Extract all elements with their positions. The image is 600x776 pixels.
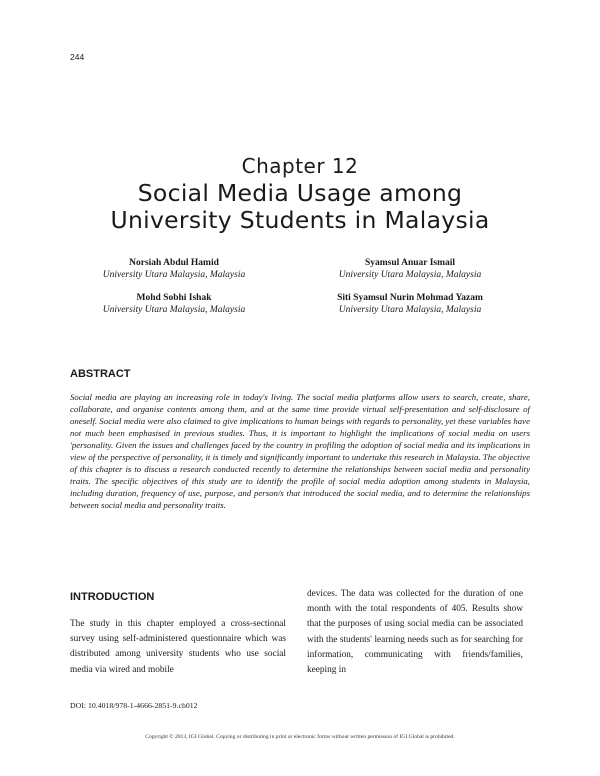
author-name: Mohd Sobhi Ishak: [136, 293, 212, 303]
introduction-left-column: The study in this chapter employed a cross-sectional survey using self-administered questionnaire which was distributed among university students who use social media via wired and mobile: [70, 619, 286, 675]
author-block-2: [300, 257, 520, 281]
introduction-right-column: devices. The data was collected for the duration of one month with the total respondents of 405. Results show that the purposes of using social media can be associated with the students' learning needs such as for searching for information, communicating with friends/families, keeping in: [307, 589, 523, 676]
copyright-notice: Copyright © 2013, IGI Global. Copying or distributing in print or electronic forms without written permission of IGI Global is prohibited.: [145, 734, 455, 740]
author-name: Norsiah Abdul Hamid: [129, 258, 219, 268]
author-affiliation: University Utara Malaysia, Malaysia: [338, 305, 482, 315]
page-number: 244: [70, 52, 85, 62]
doi: DOI: 10.4018/978-1-4666-2851-9.ch012: [70, 701, 198, 710]
abstract-text: Social media are playing an increasing role in today's living. The social media platforms allow users to search, create, share, collaborate, and organise contents among them, and at the same time provide virtual self-presentation and self-disclosure of oneself. Social media were also claimed to give implications to human beings with regards to personality, yet these variables have not much been emphasised in previous studies. Thus, it is important to highlight the implications of social media on users 'personality. Given the issues and challenges faced by the country in profiling the adoption of social media and its implications in view of the perspective of personality, it is timely and significantly important to undertake this research in Malaysia. The objective of this chapter is to discuss a research conducted recently to determine the relationships between social media and personality traits. The specific objectives of this study are to identify the profile of social media adoption among students in Malaysia, including duration, frequency of use, purpose, and person/s that introduced the social media, and to determine the relationships between social media and personality traits.: [70, 392, 530, 511]
introduction-heading: INTRODUCTION: [70, 591, 155, 603]
abstract-heading: ABSTRACT: [70, 368, 131, 380]
author-affiliation: University Utara Malaysia, Malaysia: [338, 270, 482, 280]
chapter-title: [0, 180, 600, 234]
chapter-label: Chapter 12: [241, 154, 359, 178]
chapter-title-line-1: Social Media Usage among: [137, 179, 463, 207]
author-affiliation: University Utara Malaysia, Malaysia: [102, 305, 246, 315]
author-name: Syamsul Anuar Ismail: [364, 258, 456, 268]
author-block-3: [64, 292, 284, 316]
chapter-title-line-2: University Students in Malaysia: [110, 206, 490, 234]
author-affiliation: University Utara Malaysia, Malaysia: [102, 270, 246, 280]
author-name: Siti Syamsul Nurin Mohmad Yazam: [337, 293, 483, 303]
author-block-1: [64, 257, 284, 281]
author-block-4: [300, 292, 520, 316]
